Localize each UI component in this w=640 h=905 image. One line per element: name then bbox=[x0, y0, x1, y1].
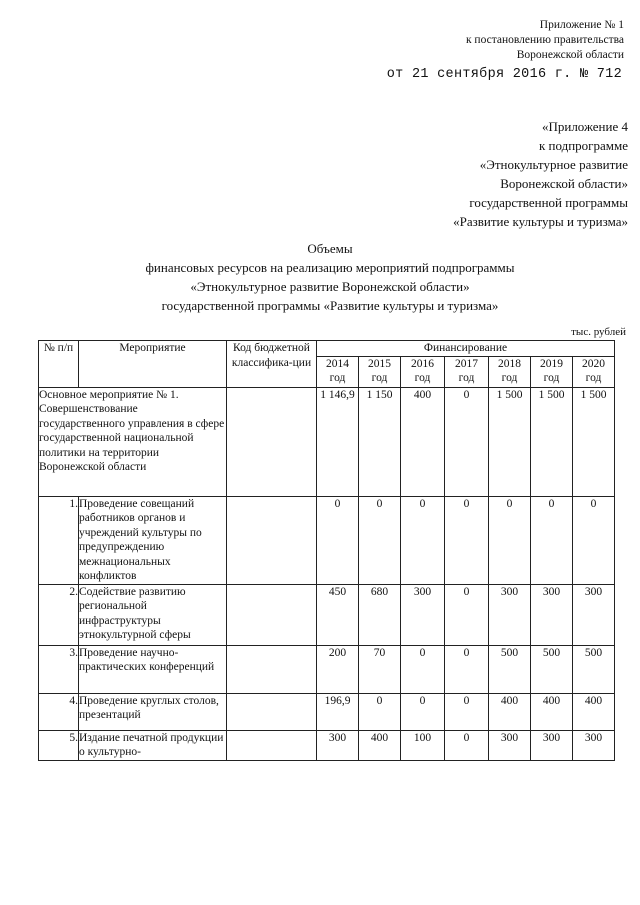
row-value-2014: 0 bbox=[317, 496, 359, 584]
header-year-unit: год bbox=[585, 371, 602, 384]
row-number: 2. bbox=[39, 584, 79, 645]
row-value-2014: 300 bbox=[317, 730, 359, 760]
row-number: 5. bbox=[39, 730, 79, 760]
header-year-2020 bbox=[573, 356, 615, 387]
header-year-value: 2019 bbox=[540, 357, 563, 370]
row-value-2015: 400 bbox=[359, 730, 401, 760]
main-value-2014: 1 146,9 bbox=[317, 387, 359, 496]
title-line-2: финансовых ресурсов на реализацию мероприятий подпрограммы bbox=[145, 260, 515, 275]
row-code bbox=[227, 645, 317, 693]
table-row bbox=[39, 584, 615, 645]
row-value-2016: 100 bbox=[401, 730, 445, 760]
row-value-2017: 0 bbox=[445, 645, 489, 693]
appendix-4-header bbox=[453, 117, 628, 231]
row-code bbox=[227, 730, 317, 760]
row-code bbox=[227, 693, 317, 730]
main-value-2018: 1 500 bbox=[489, 387, 531, 496]
row-value-2019: 300 bbox=[531, 730, 573, 760]
table-row bbox=[39, 693, 615, 730]
row-code bbox=[227, 584, 317, 645]
row-value-2020: 500 bbox=[573, 645, 615, 693]
appendix-1-reference: к постановлению правительства bbox=[465, 34, 624, 46]
header-year-unit: год bbox=[371, 371, 388, 384]
row-value-2015: 680 bbox=[359, 584, 401, 645]
header-year-unit: год bbox=[329, 371, 346, 384]
main-value-2015: 1 150 bbox=[359, 387, 401, 496]
table-row bbox=[39, 730, 615, 760]
header-year-value: 2018 bbox=[498, 357, 521, 370]
main-value-2019: 1 500 bbox=[531, 387, 573, 496]
row-value-2014: 450 bbox=[317, 584, 359, 645]
header-year-unit: год bbox=[414, 371, 431, 384]
appendix-4-line-5: государственной программы bbox=[469, 195, 628, 210]
row-value-2017: 0 bbox=[445, 730, 489, 760]
header-year-2015 bbox=[359, 356, 401, 387]
row-value-2019: 400 bbox=[531, 693, 573, 730]
header-year-2014 bbox=[317, 356, 359, 387]
header-year-2017 bbox=[445, 356, 489, 387]
main-value-2016: 400 bbox=[401, 387, 445, 496]
row-number: 3. bbox=[39, 645, 79, 693]
appendix-4-line-3: «Этнокультурное развитие bbox=[479, 157, 628, 172]
row-value-2018: 300 bbox=[489, 584, 531, 645]
row-event-name: Проведение круглых столов, презентаций bbox=[79, 693, 227, 730]
table-row-main bbox=[39, 387, 615, 496]
row-value-2020: 400 bbox=[573, 693, 615, 730]
row-value-2017: 0 bbox=[445, 496, 489, 584]
row-value-2017: 0 bbox=[445, 693, 489, 730]
title-line-4: государственной программы «Развитие культуры и туризма» bbox=[161, 298, 499, 313]
header-financing: Финансирование bbox=[317, 341, 615, 357]
row-value-2014: 196,9 bbox=[317, 693, 359, 730]
row-value-2019: 500 bbox=[531, 645, 573, 693]
financing-table bbox=[38, 340, 615, 761]
row-value-2018: 0 bbox=[489, 496, 531, 584]
appendix-1-header bbox=[466, 18, 624, 63]
row-value-2018: 400 bbox=[489, 693, 531, 730]
row-event-name: Проведение совещаний работников органов и учреждений культуры по предупреждению межнациональных конфликтов bbox=[79, 496, 227, 584]
row-event-name: Содействие развитию региональной инфраструктуры этнокультурной сферы bbox=[79, 584, 227, 645]
header-year-value: 2017 bbox=[455, 357, 478, 370]
header-code: Код бюджетной классифика-ции bbox=[227, 341, 317, 388]
row-value-2015: 0 bbox=[359, 496, 401, 584]
row-value-2016: 0 bbox=[401, 645, 445, 693]
header-year-unit: год bbox=[501, 371, 518, 384]
main-value-2017: 0 bbox=[445, 387, 489, 496]
appendix-1-region: Воронежской области bbox=[516, 49, 624, 61]
row-number: 1. bbox=[39, 496, 79, 584]
appendix-4-line-2: к подпрограмме bbox=[538, 138, 628, 153]
row-value-2020: 300 bbox=[573, 584, 615, 645]
header-year-value: 2015 bbox=[368, 357, 391, 370]
row-value-2015: 0 bbox=[359, 693, 401, 730]
header-year-2019 bbox=[531, 356, 573, 387]
row-value-2016: 0 bbox=[401, 496, 445, 584]
row-value-2017: 0 bbox=[445, 584, 489, 645]
header-year-unit: год bbox=[458, 371, 475, 384]
row-code bbox=[227, 496, 317, 584]
row-value-2015: 70 bbox=[359, 645, 401, 693]
header-year-2016 bbox=[401, 356, 445, 387]
header-year-value: 2016 bbox=[411, 357, 434, 370]
appendix-1-title: Приложение № 1 bbox=[539, 19, 624, 31]
units-label: тыс. рублей bbox=[571, 326, 626, 338]
row-value-2020: 0 bbox=[573, 496, 615, 584]
main-event-code bbox=[227, 387, 317, 496]
header-year-value: 2020 bbox=[582, 357, 605, 370]
header-year-value: 2014 bbox=[326, 357, 349, 370]
header-num: № п/п bbox=[39, 341, 79, 388]
row-number: 4. bbox=[39, 693, 79, 730]
main-value-2020: 1 500 bbox=[573, 387, 615, 496]
row-value-2018: 300 bbox=[489, 730, 531, 760]
row-value-2019: 0 bbox=[531, 496, 573, 584]
title-line-3: «Этнокультурное развитие Воронежской области» bbox=[190, 279, 470, 294]
row-value-2020: 300 bbox=[573, 730, 615, 760]
table-row bbox=[39, 496, 615, 584]
main-event-name: Основное мероприятие № 1. Совершенствование государственного управления в сфере государственной национальной политики на территории Воронежской области bbox=[39, 387, 227, 496]
document-title bbox=[0, 239, 640, 315]
decree-date-number: от 21 сентября 2016 г. № 712 bbox=[386, 67, 622, 82]
row-value-2019: 300 bbox=[531, 584, 573, 645]
row-value-2016: 0 bbox=[401, 693, 445, 730]
header-year-unit: год bbox=[543, 371, 560, 384]
appendix-4-line-6: «Развитие культуры и туризма» bbox=[453, 214, 628, 229]
table-row bbox=[39, 645, 615, 693]
header-event: Мероприятие bbox=[79, 341, 227, 388]
row-value-2014: 200 bbox=[317, 645, 359, 693]
row-value-2016: 300 bbox=[401, 584, 445, 645]
appendix-4-line-4: Воронежской области» bbox=[500, 176, 628, 191]
row-event-name: Проведение научно-практических конференций bbox=[79, 645, 227, 693]
row-value-2018: 500 bbox=[489, 645, 531, 693]
header-year-2018 bbox=[489, 356, 531, 387]
title-line-1: Объемы bbox=[307, 241, 353, 256]
appendix-4-title: «Приложение 4 bbox=[541, 119, 628, 134]
row-event-name: Издание печатной продукции о культурно- bbox=[79, 730, 227, 760]
